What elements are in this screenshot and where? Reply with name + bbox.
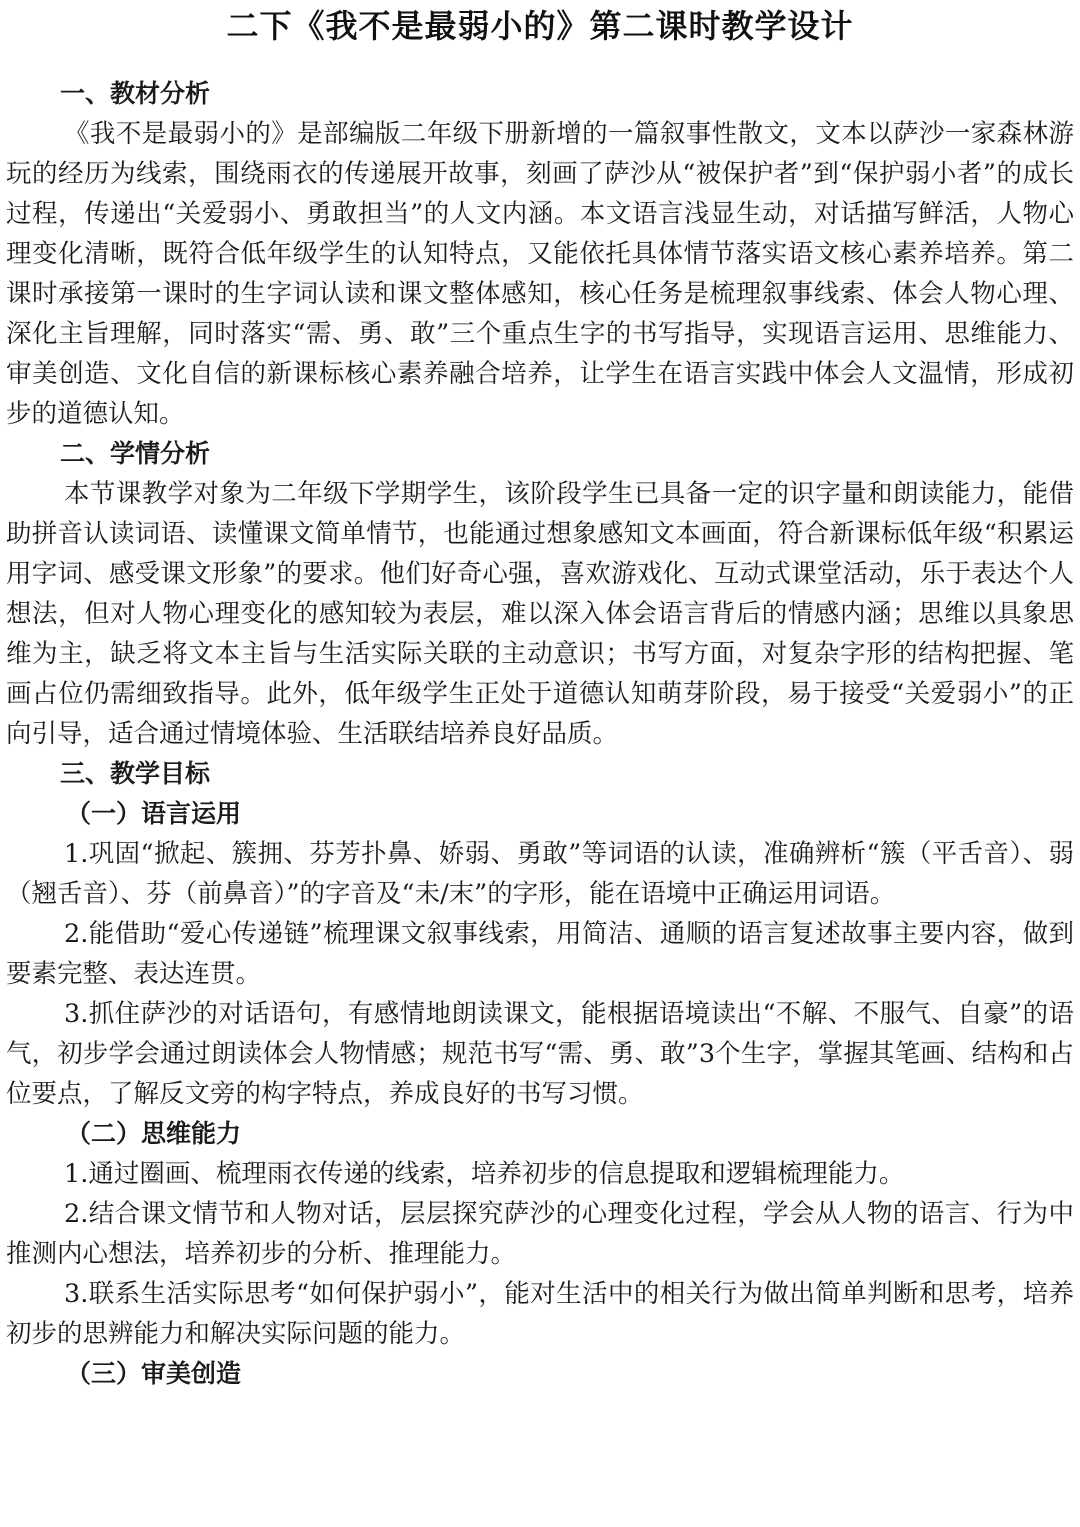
paragraph-textbook-analysis: 《我不是最弱小的》是部编版二年级下册新增的一篇叙事性散文，文本以萨沙一家森林游玩的经历为线索，围绕雨衣的传递展开故事，刻画了萨沙从“被保护者”到“保护弱小者”的成长过程，传递出“关爱弱小、勇敢担当”的人文内涵。本文语言浅显生动，对话描写鲜活，人物心理变化清晰，既符合低年级学生的认知特点，又能依托具体情节落实语文核心素养培养。第二课时承接第一课时的生字词认读和课文整体感知，核心任务是梳理叙事线索、体会人物心理、深化主旨理解，同时落实“需、勇、敢”三个重点生字的书写指导，实现语言运用、思维能力、审美创造、文化自信的新课标核心素养融合培养，让学生在语言实践中体会人文温情，形成初步的道德认知。: [6, 119, 1074, 429]
section-heading-student-analysis: 二、学情分析: [60, 439, 211, 468]
goal-item: 3.联系生活实际思考“如何保护弱小”，能对生活中的相关行为做出简单判断和思考，培养初步的思辨能力和解决实际问题的能力。: [6, 1279, 1074, 1349]
document-title: 二下《我不是最弱小的》第二课时教学设计: [226, 7, 854, 45]
document-body: [6, 74, 1074, 1394]
section-heading-textbook-analysis: 一、教材分析: [60, 79, 211, 108]
goal-item: 1.巩固“掀起、簇拥、芬芳扑鼻、娇弱、勇敢”等词语的认读，准确辨析“簇（平舌音）、弱（翘舌音）、芬（前鼻音）”的字音及“未/末”的字形，能在语境中正确运用词语。: [6, 839, 1074, 909]
goal-item: 2.能借助“爱心传递链”梳理课文叙事线索，用简洁、通顺的语言复述故事主要内容，做到要素完整、表达连贯。: [6, 919, 1074, 989]
subheading-thinking-ability: （二）思维能力: [66, 1119, 242, 1148]
goal-item: 1.通过圈画、梳理雨衣传递的线索，培养初步的信息提取和逻辑梳理能力。: [64, 1159, 905, 1189]
goal-item: 3.抓住萨沙的对话语句，有感情地朗读课文，能根据语境读出“不解、不服气、自豪”的语气，初步学会通过朗读体会人物情感；规范书写“需、勇、敢”3个生字，掌握其笔画、结构和占位要点，了解反文旁的构字特点，养成良好的书写习惯。: [6, 999, 1074, 1109]
subheading-language-use: （一）语言运用: [66, 799, 242, 828]
section-heading-teaching-goals: 三、教学目标: [60, 759, 211, 788]
goal-item: 2.结合课文情节和人物对话，层层探究萨沙的心理变化过程，学会从人物的语言、行为中推测内心想法，培养初步的分析、推理能力。: [6, 1199, 1074, 1269]
paragraph-student-analysis: 本节课教学对象为二年级下学期学生，该阶段学生已具备一定的识字量和朗读能力，能借助拼音认读词语、读懂课文简单情节，也能通过想象感知文本画面，符合新课标低年级“积累运用字词、感受课文形象”的要求。他们好奇心强，喜欢游戏化、互动式课堂活动，乐于表达个人想法，但对人物心理变化的感知较为表层，难以深入体会语言背后的情感内涵；思维以具象思维为主，缺乏将文本主旨与生活实际关联的主动意识；书写方面，对复杂字形的结构把握、笔画占位仍需细致指导。此外，低年级学生正处于道德认知萌芽阶段，易于接受“关爱弱小”的正向引导，适合通过情境体验、生活联结培养良好品质。: [6, 479, 1074, 749]
subheading-aesthetic-creation: （三）审美创造: [66, 1359, 242, 1388]
